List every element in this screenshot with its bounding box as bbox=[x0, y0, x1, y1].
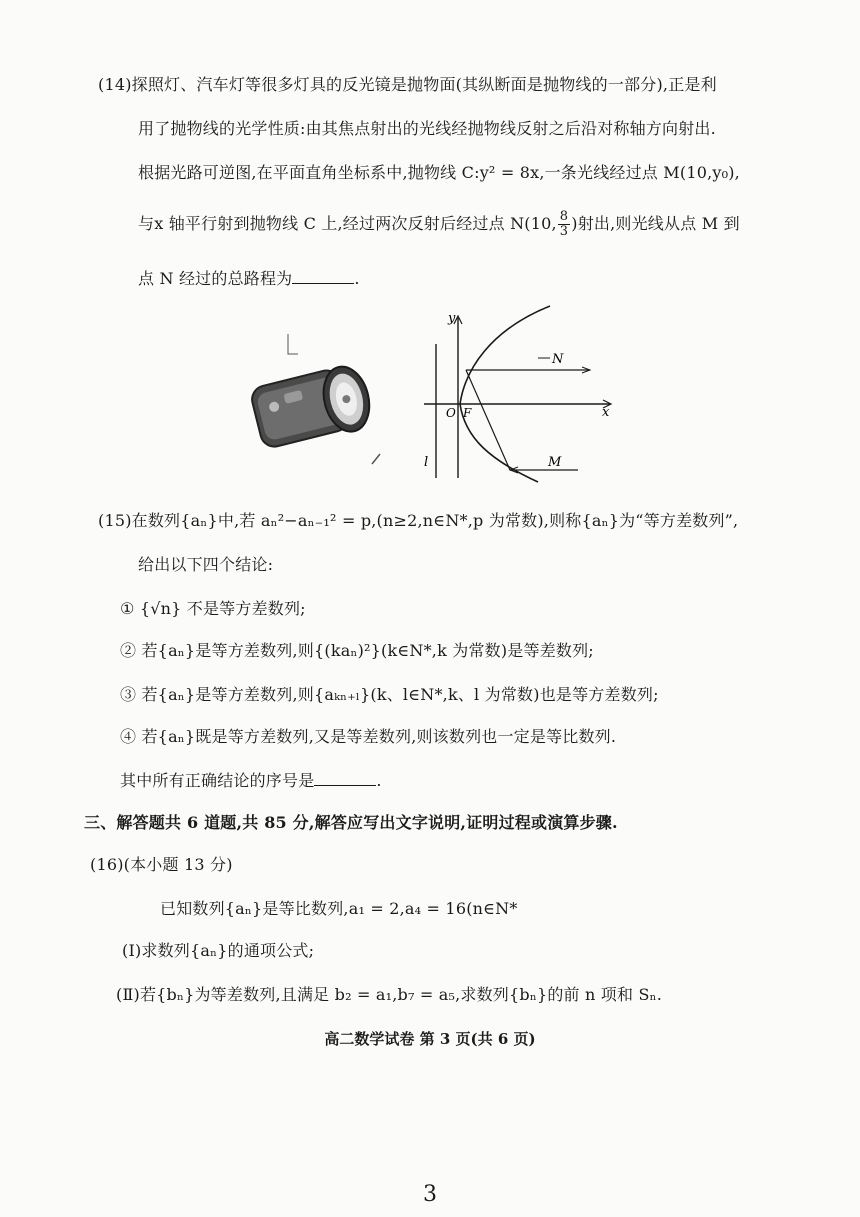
q14-line-1: (14)探照灯、汽车灯等很多灯具的反光镜是抛物面(其纵断面是抛物线的一部分),正是利 bbox=[98, 75, 717, 94]
label-focus: F bbox=[463, 406, 472, 420]
page-number: 3 bbox=[423, 1182, 437, 1207]
fraction-denominator: 3 bbox=[559, 224, 569, 239]
q14-line-4-text-a: 与x 轴平行射到抛物线 C 上,经过两次反射后经过点 N(10, bbox=[138, 214, 557, 233]
q15-conclusion-4: ④ 若{aₙ}既是等方差数列,又是等差数列,则该数列也一定是等比数列. bbox=[120, 727, 617, 746]
q14-line-5-text-b: . bbox=[354, 269, 360, 288]
q14-line-4-text-b: )射出,则光线从点 M 到 bbox=[571, 214, 740, 233]
q16-header: (16)(本小题 13 分) bbox=[90, 855, 233, 874]
q15-conclusion-1: ① {√n} 不是等方差数列; bbox=[120, 599, 306, 618]
q14-line-5-text-a: 点 N 经过的总路程为 bbox=[138, 269, 293, 288]
q14-line-2: 用了抛物线的光学性质:由其焦点射出的光线经抛物线反射之后沿对称轴方向射出. bbox=[138, 119, 716, 138]
page-footer: 高二数学试卷 第 3 页(共 6 页) bbox=[324, 1030, 536, 1048]
label-M: M bbox=[548, 455, 562, 470]
q16-part-1: (Ⅰ)求数列{aₙ}的通项公式; bbox=[122, 941, 315, 960]
q15-conclusion-2: ② 若{aₙ}是等方差数列,则{(kaₙ)²}(k∈N*,k 为常数)是等差数列; bbox=[120, 641, 594, 660]
q16-stem: 已知数列{aₙ}是等比数列,a₁ = 2,a₄ = 16(n∈N* bbox=[160, 899, 518, 918]
q15-ask bbox=[120, 770, 382, 792]
q15-ask-text-b: . bbox=[376, 771, 382, 790]
q14-line-4 bbox=[138, 210, 740, 239]
q15-ask-text-a: 其中所有正确结论的序号是 bbox=[120, 771, 315, 790]
label-directrix: l bbox=[424, 455, 429, 470]
answer-blank-q14 bbox=[292, 269, 354, 284]
answer-blank-q15 bbox=[314, 771, 376, 786]
q15-line-2: 给出以下四个结论: bbox=[138, 555, 274, 574]
fraction-eight-thirds bbox=[558, 210, 570, 239]
fraction-numerator: 8 bbox=[559, 209, 569, 224]
parabola-reflection-diagram bbox=[410, 300, 620, 486]
q16-part-2: (Ⅱ)若{bₙ}为等差数列,且满足 b₂ = a₁,b₇ = a₅,求数列{bₙ}的前 n 项和 Sₙ. bbox=[116, 985, 663, 1004]
label-N: N bbox=[552, 352, 564, 367]
parabola-curve bbox=[460, 306, 550, 482]
ray-through-focus bbox=[466, 370, 510, 470]
section-3-heading: 三、解答题共 6 道题,共 85 分,解答应写出文字说明,证明过程或演算步骤. bbox=[84, 813, 618, 832]
flashlight-illustration bbox=[236, 330, 386, 480]
label-origin: O bbox=[446, 406, 456, 420]
label-x: x bbox=[602, 405, 610, 420]
q15-conclusion-3: ③ 若{aₙ}是等方差数列,则{aₖₙ₊ₗ}(k、l∈N*,k、l 为常数)也是等方差数列; bbox=[120, 685, 659, 704]
q14-line-3: 根据光路可逆图,在平面直角坐标系中,抛物线 C:y² = 8x,一条光线经过点 M(10,y₀), bbox=[138, 163, 740, 182]
q15-line-1: (15)在数列{aₙ}中,若 aₙ²−aₙ₋₁² = p,(n≥2,n∈N*,p 为常数),则称{aₙ}为“等方差数列”, bbox=[98, 511, 739, 530]
q14-line-5 bbox=[138, 268, 360, 290]
label-y: y bbox=[448, 311, 456, 326]
